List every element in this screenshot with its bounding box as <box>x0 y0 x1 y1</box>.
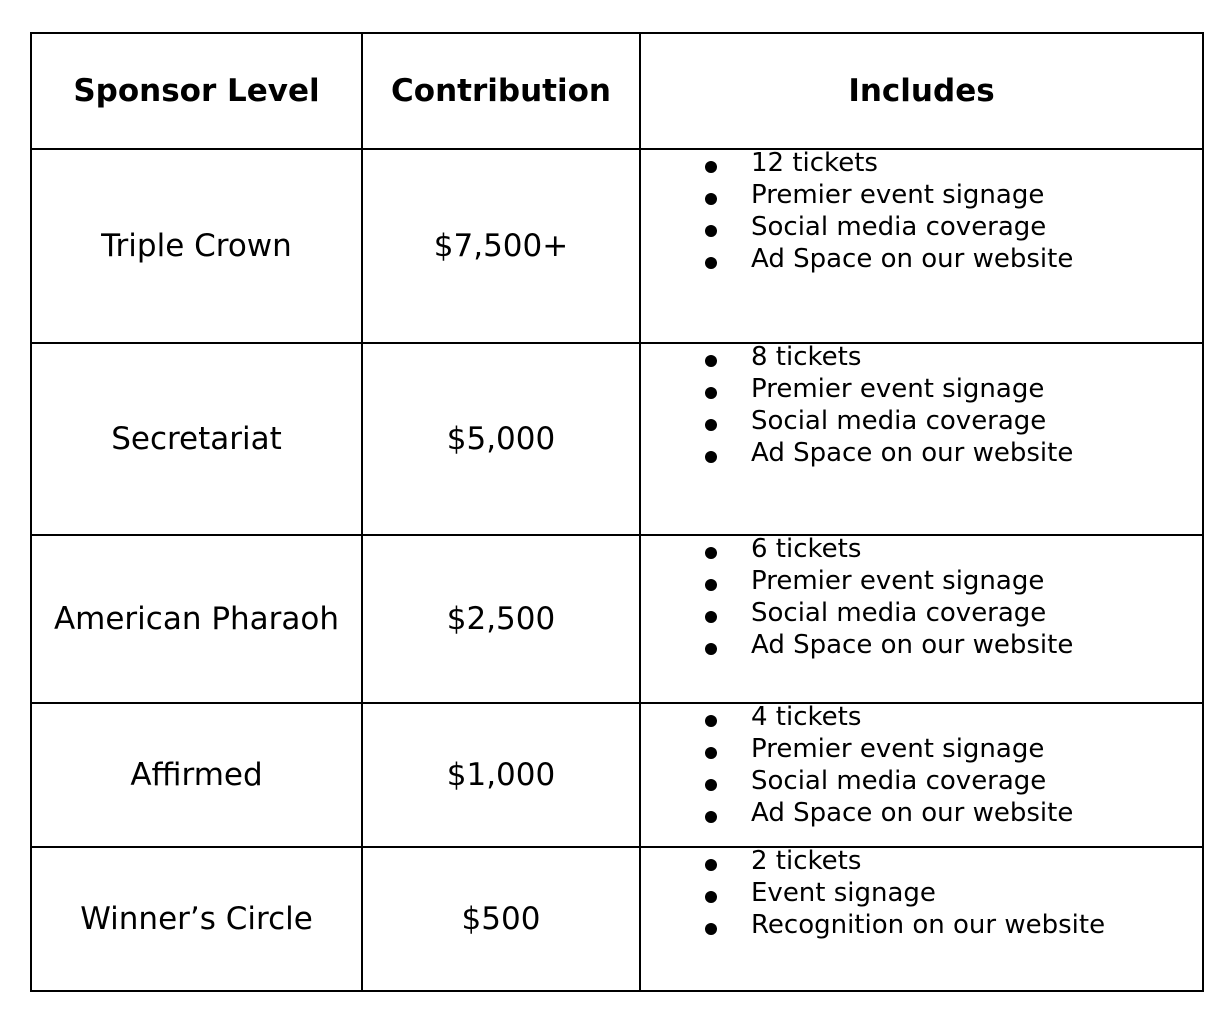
bullet-icon <box>705 355 717 367</box>
sponsor-level-cell: American Pharaoh <box>31 535 362 703</box>
table-row <box>31 703 1203 847</box>
list-item: 8 tickets <box>641 344 1202 376</box>
contribution-cell: $5,000 <box>362 343 640 535</box>
includes-cell <box>640 535 1203 703</box>
list-item: Premier event signage <box>641 568 1202 600</box>
includes-list <box>641 344 1202 472</box>
includes-list <box>641 704 1202 832</box>
list-item: Social media coverage <box>641 600 1202 632</box>
list-item: 4 tickets <box>641 704 1202 736</box>
bullet-icon <box>705 643 717 655</box>
bullet-icon <box>705 923 717 935</box>
sponsor-level-cell: Winner’s Circle <box>31 847 362 991</box>
includes-list <box>641 848 1202 944</box>
bullet-icon <box>705 419 717 431</box>
bullet-icon <box>705 747 717 759</box>
bullet-icon <box>705 225 717 237</box>
contribution-cell: $7,500+ <box>362 149 640 343</box>
bullet-icon <box>705 257 717 269</box>
header-includes: Includes <box>640 33 1203 149</box>
header-row <box>31 33 1203 149</box>
list-item: Ad Space on our website <box>641 246 1202 278</box>
header-sponsor-level: Sponsor Level <box>31 33 362 149</box>
bullet-icon <box>705 779 717 791</box>
bullet-icon <box>705 193 717 205</box>
bullet-icon <box>705 891 717 903</box>
list-item: Social media coverage <box>641 768 1202 800</box>
list-item: Social media coverage <box>641 408 1202 440</box>
bullet-icon <box>705 811 717 823</box>
list-item: Premier event signage <box>641 182 1202 214</box>
list-item: Premier event signage <box>641 736 1202 768</box>
list-item: Premier event signage <box>641 376 1202 408</box>
includes-list <box>641 536 1202 664</box>
contribution-cell: $500 <box>362 847 640 991</box>
includes-cell <box>640 703 1203 847</box>
bullet-icon <box>705 579 717 591</box>
sponsor-level-cell: Affirmed <box>31 703 362 847</box>
bullet-icon <box>705 161 717 173</box>
sponsor-level-cell: Secretariat <box>31 343 362 535</box>
list-item: Ad Space on our website <box>641 632 1202 664</box>
list-item: Recognition on our website <box>641 912 1202 944</box>
list-item: Event signage <box>641 880 1202 912</box>
table-row <box>31 149 1203 343</box>
bullet-icon <box>705 611 717 623</box>
includes-list <box>641 150 1202 278</box>
contribution-cell: $1,000 <box>362 703 640 847</box>
contribution-cell: $2,500 <box>362 535 640 703</box>
list-item: Social media coverage <box>641 214 1202 246</box>
table-row <box>31 847 1203 991</box>
bullet-icon <box>705 451 717 463</box>
list-item: Ad Space on our website <box>641 800 1202 832</box>
table-row <box>31 343 1203 535</box>
bullet-icon <box>705 715 717 727</box>
list-item: 6 tickets <box>641 536 1202 568</box>
bullet-icon <box>705 547 717 559</box>
includes-cell <box>640 149 1203 343</box>
includes-cell <box>640 847 1203 991</box>
list-item: 12 tickets <box>641 150 1202 182</box>
bullet-icon <box>705 387 717 399</box>
list-item: Ad Space on our website <box>641 440 1202 472</box>
header-contribution: Contribution <box>362 33 640 149</box>
sponsor-levels-table <box>30 32 1204 992</box>
sponsor-level-cell: Triple Crown <box>31 149 362 343</box>
list-item: 2 tickets <box>641 848 1202 880</box>
includes-cell <box>640 343 1203 535</box>
bullet-icon <box>705 859 717 871</box>
table-row <box>31 535 1203 703</box>
